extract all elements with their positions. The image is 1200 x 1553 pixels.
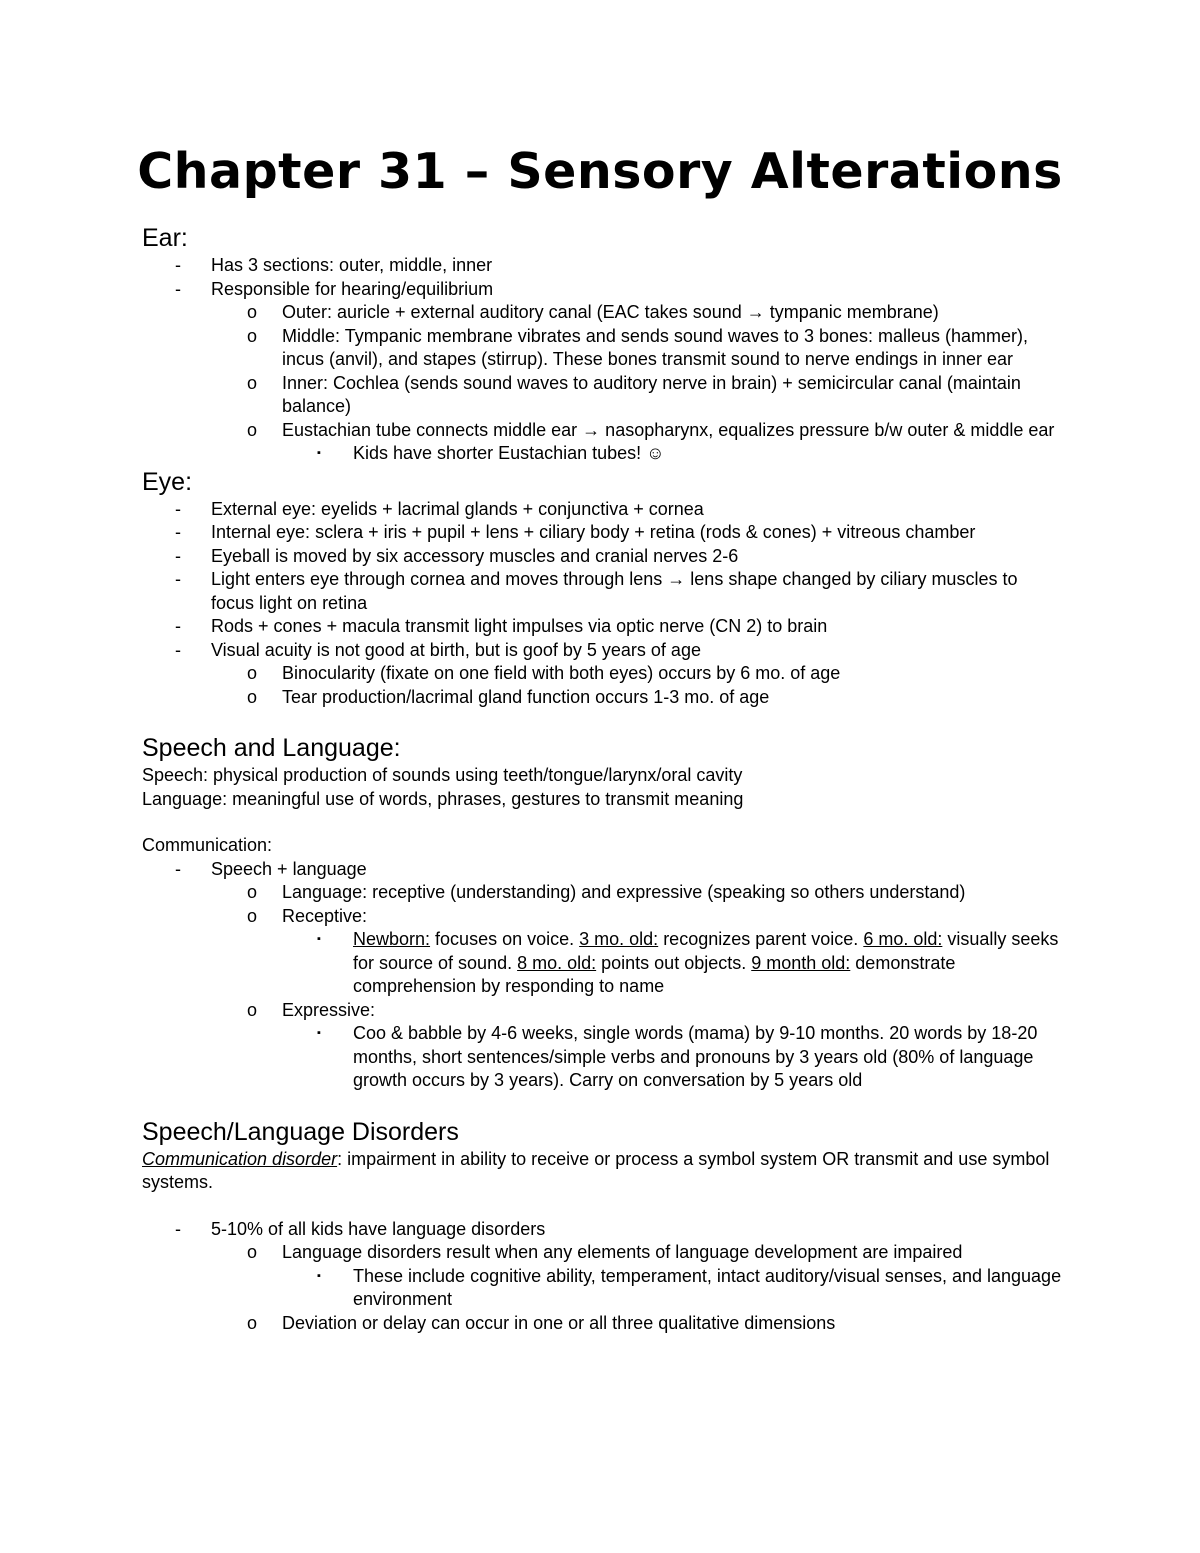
dash-bullet: - xyxy=(175,545,181,566)
spacer xyxy=(142,1093,1062,1116)
circle-bullet: o xyxy=(247,999,258,1020)
document-body xyxy=(142,222,1062,1335)
list-item: - Speech + language xyxy=(142,858,1062,882)
list-item: o Deviation or delay can occur in one or all three qualitative dimensions xyxy=(142,1312,1062,1336)
list-item: - Visual acuity is not good at birth, but is goof by 5 years of age xyxy=(142,639,1062,663)
page-title: Chapter 31 – Sensory Alterations xyxy=(137,143,1063,200)
list-item: o Outer: auricle + external auditory canal (EAC takes sound → tympanic membrane) xyxy=(142,301,1062,325)
spacer xyxy=(142,709,1062,732)
spacer xyxy=(142,811,1062,834)
dash-bullet: - xyxy=(175,1218,181,1239)
dash-bullet: - xyxy=(175,522,181,542)
circle-bullet: o xyxy=(247,1242,258,1262)
list-item: o Language: receptive (understanding) and expressive (speaking so others understand) xyxy=(142,881,1062,905)
circle-bullet: o xyxy=(247,372,258,393)
circle-bullet: o xyxy=(247,663,258,683)
dash-bullet: - xyxy=(175,858,181,879)
circle-bullet: o xyxy=(247,1312,258,1333)
list-item: ▪ Coo & babble by 4-6 weeks, single words (mama) by 9-10 months. 20 words by 18-20 months, short sentences/simple verbs and pronouns by 3 years old (80% of language growth occurs by 3 years). Carry on conversation by 5 years old xyxy=(317,1023,1038,1090)
list-item: o Receptive: xyxy=(142,905,1062,929)
eye-list xyxy=(142,498,1062,710)
dash-bullet: - xyxy=(175,616,181,636)
dash-bullet: - xyxy=(175,569,181,589)
spacer xyxy=(142,1195,1062,1218)
circle-bullet: o xyxy=(247,302,258,322)
list-item: o Middle: Tympanic membrane vibrates and sends sound waves to 3 bones: malleus (hammer), incus (anvil), and stapes (stirrup). These bones transmit sound to nerve endings in inner ear xyxy=(247,325,1029,369)
list-item: - Eyeball is moved by six accessory muscles and cranial nerves 2-6 xyxy=(142,545,1062,569)
section-heading-ear: Ear: xyxy=(142,224,188,252)
square-bullet: ▪ xyxy=(317,1027,321,1039)
dash-bullet: - xyxy=(175,255,181,275)
list-item: - Has 3 sections: outer, middle, inner xyxy=(142,254,1062,278)
circle-bullet: o xyxy=(247,882,258,902)
dash-bullet: - xyxy=(175,639,181,660)
square-bullet: ▪ xyxy=(317,933,321,945)
section-heading-disorders: Speech/Language Disorders xyxy=(142,1117,459,1146)
communication-list xyxy=(142,858,1062,1093)
list-item: o Eustachian tube connects middle ear → nasopharynx, equalizes pressure b/w outer & middle ear xyxy=(142,419,1062,443)
speech-definition: Speech: physical production of sounds using teeth/tongue/larynx/oral cavity xyxy=(142,765,743,785)
square-bullet: ▪ xyxy=(317,447,321,459)
circle-bullet: o xyxy=(247,905,258,926)
section-heading-eye: Eye: xyxy=(142,467,193,496)
list-item: o Tear production/lacrimal gland function occurs 1-3 mo. of age xyxy=(142,686,1062,710)
list-item: - External eye: eyelids + lacrimal glands + conjunctiva + cornea xyxy=(142,498,1062,522)
section-heading-speech: Speech and Language: xyxy=(142,734,401,762)
list-item: ▪ These include cognitive ability, temperament, intact auditory/visual senses, and language environment xyxy=(317,1265,1062,1309)
list-item: - Rods + cones + macula transmit light impulses via optic nerve (CN 2) to brain xyxy=(142,615,1062,639)
circle-bullet: o xyxy=(247,419,258,440)
list-item: - Light enters eye through cornea and moves through lens → lens shape changed by ciliary muscles to focus light on retina xyxy=(175,569,1018,613)
list-item: ▪ Kids have shorter Eustachian tubes! ☺ xyxy=(142,442,1062,466)
ear-list xyxy=(142,254,1062,466)
circle-bullet: o xyxy=(247,686,258,707)
list-item: o Language disorders result when any elements of language development are impaired xyxy=(142,1241,1062,1265)
disorders-list xyxy=(142,1218,1062,1336)
circle-bullet: o xyxy=(247,325,258,346)
list-item: ▪ Newborn: focuses on voice. 3 mo. old: recognizes parent voice. 6 mo. old: visually seeks for source of sound. 8 mo. old: points out objects. 9 month old: demonstrate comprehension by responding to name xyxy=(317,929,1059,996)
dash-bullet: - xyxy=(175,498,181,519)
list-item: o Inner: Cochlea (sends sound waves to auditory nerve in brain) + semicircular canal (maintain balance) xyxy=(247,372,1021,416)
dash-bullet: - xyxy=(175,278,181,299)
communication-label: Communication: xyxy=(142,835,273,855)
list-item: - Responsible for hearing/equilibrium xyxy=(142,278,1062,302)
list-item: o Expressive: xyxy=(142,999,1062,1023)
list-item: - 5-10% of all kids have language disorders xyxy=(142,1218,1062,1242)
list-item: o Binocularity (fixate on one field with both eyes) occurs by 6 mo. of age xyxy=(142,662,1062,686)
square-bullet: ▪ xyxy=(317,1269,321,1282)
disorder-definition: Communication disorder: impairment in ability to receive or process a symbol system OR transmit and use symbol systems. xyxy=(142,1148,1050,1192)
language-definition: Language: meaningful use of words, phrases, gestures to transmit meaning xyxy=(142,788,744,809)
list-item: - Internal eye: sclera + iris + pupil + lens + ciliary body + retina (rods & cones) + vitreous chamber xyxy=(142,521,1062,545)
